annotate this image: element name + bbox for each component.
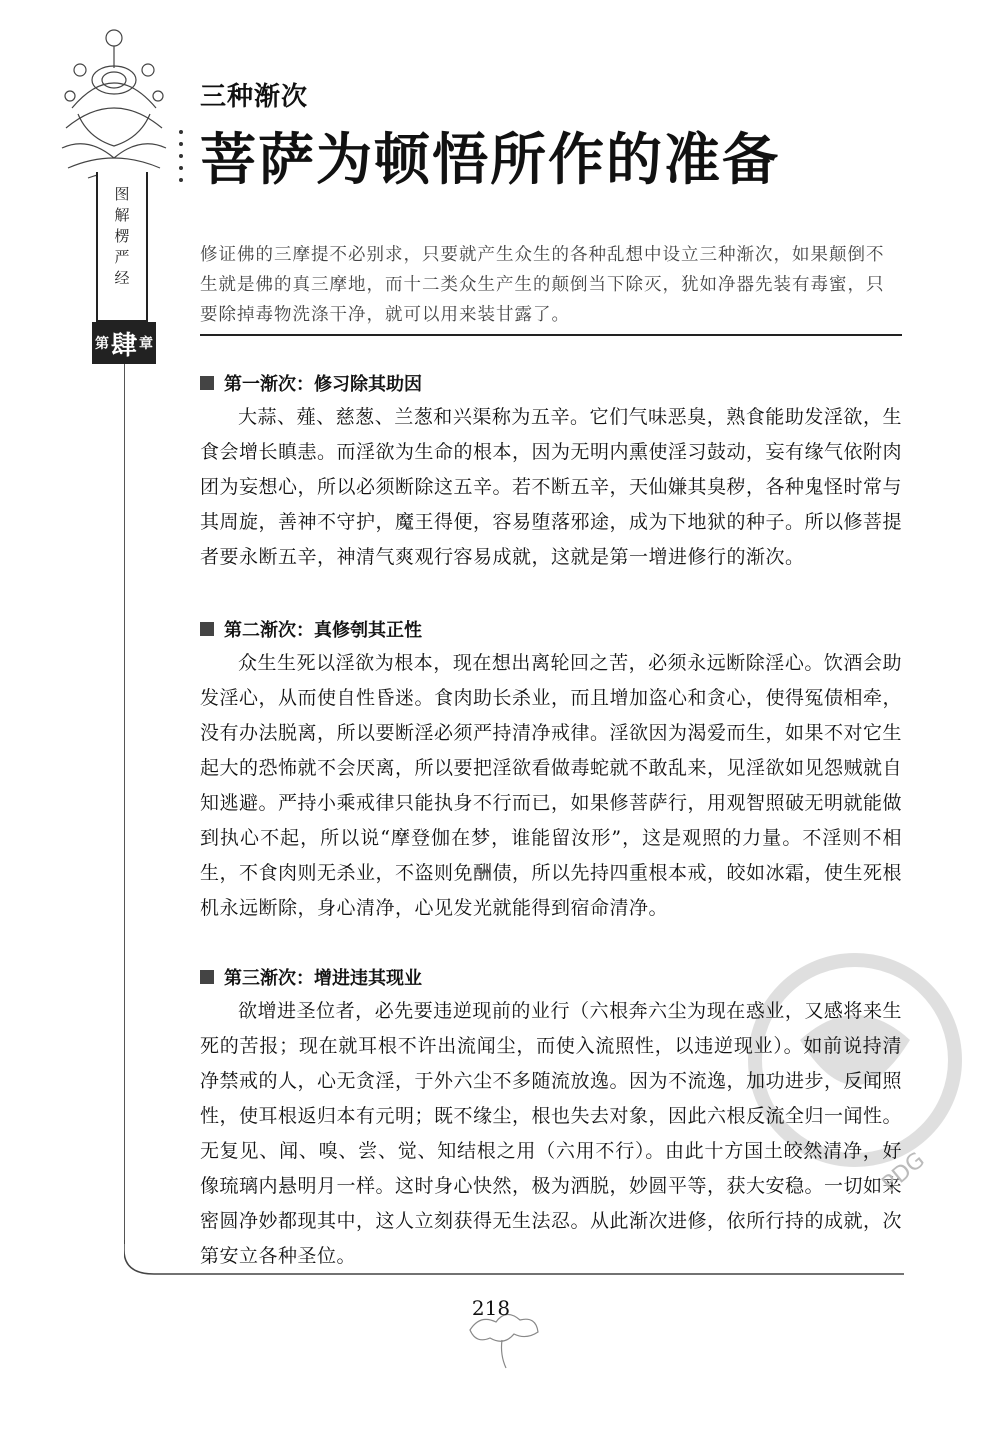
section-heading-text: 第二渐次：真修刳其正性 [224,620,422,641]
lotus-ornament-icon [58,18,170,193]
book-title-label [96,172,148,322]
chapter-tab [92,322,156,364]
section-body: 大蒜、薤、慈葱、兰葱和兴渠称为五辛。它们气味恶臭，熟食能助发淫欲，生食会增长瞋恚。而淫欲为生命的根本，因为无明内熏使淫习鼓动，妄有缘气依附肉团为妄想心，所以必须断除这五辛。若不断五辛，天仙嫌其臭秽，各种鬼怪时常与其周旋，善神不守护，魔王得便，容易堕落邪途，成为下地狱的种子。所以修菩提者要永断五辛，神清气爽观行容易成就，这就是第一增进修行的渐次。 [200,406,903,568]
page-number: 218 [471,1296,511,1320]
square-bullet-icon [200,376,214,390]
page-title: 菩萨为顿悟所作的准备 [200,127,780,193]
chapter-number: 肆 [110,330,137,361]
square-bullet-icon [200,970,214,984]
section-heading [200,614,902,644]
watermark-text: PDG [877,1147,930,1198]
section-heading [200,368,902,398]
sidebar-divider [124,364,125,1244]
square-bullet-icon [200,622,214,636]
section-first-stage [200,368,902,575]
book-title-text: 图解楞严经 [112,186,131,291]
watermark-seal-icon [740,930,970,1190]
section-heading-text: 第三渐次：增进违其现业 [224,968,422,989]
title-dots-icon [176,124,186,184]
section-body: 欲增进圣位者，必先要违逆现前的业行（六根奔六尘为现在惑业，又感将来生死的苦报；现在就耳根不许出流闻尘，而使入流照性，以违逆现业）。如前说持清净禁戒的人，心无贪淫，于外六尘不多随流放逸。因为不流逸，加功进步，反闻照性，使耳根返归本有元明；既不缘尘，根也失去对象，因此六根反流全归一闻性。无复见、闻、嗅、尝、觉、知结根之用（六用不行）。由此十方国土皎然清净，好像琉璃内悬明月一样。这时身心快然，极为洒脱，妙圆平等，获大安稳。一切如来密圆净妙都现其中，这人立刻获得无生法忍。从此渐次进修，依所行持的成就，次第安立各种圣位。 [200,1000,903,1267]
chapter-suffix: 章 [139,336,153,352]
section-body: 众生生死以淫欲为根本，现在想出离轮回之苦，必须永远断除淫心。饮酒会助发淫心，从而使自性昏迷。食肉助长杀业，而且增加盗心和贪心，使得冤债相牵，没有办法脱离，所以要断淫必须严持清净戒律。淫欲因为渴爱而生，如果不对它生起大的恐怖就不会厌离，所以要把淫欲看做毒蛇就不敢乱来，见淫欲如见怨贼就自知逃避。严持小乘戒律只能执身不行而已，如果修菩萨行，用观智照破无明就能做到执心不起，所以说“摩登伽在梦，谁能留汝形”，这是观照的力量。不淫则不相生，不食肉则无杀业，不盗则免酬债，所以先持四重根本戒，皎如冰霜，使生死根机永远断除，身心清净，心见发光就能得到宿命清净。 [200,652,903,919]
intro-paragraph: 修证佛的三摩提不必别求，只要就产生众生的各种乱想中设立三种渐次，如果颠倒不生就是佛的真三摩地，而十二类众生产生的颠倒当下除灭，犹如净器先装有毒蜜，只要除掉毒物洗涤干净，就可以用来装甘露了。 [200,244,885,325]
chapter-prefix: 第 [94,336,109,352]
section-second-stage [200,614,902,926]
section-heading-text: 第一渐次：修习除其助因 [224,374,422,395]
section-subtitle: 三种渐次 [200,82,309,112]
intro-divider [200,334,902,336]
